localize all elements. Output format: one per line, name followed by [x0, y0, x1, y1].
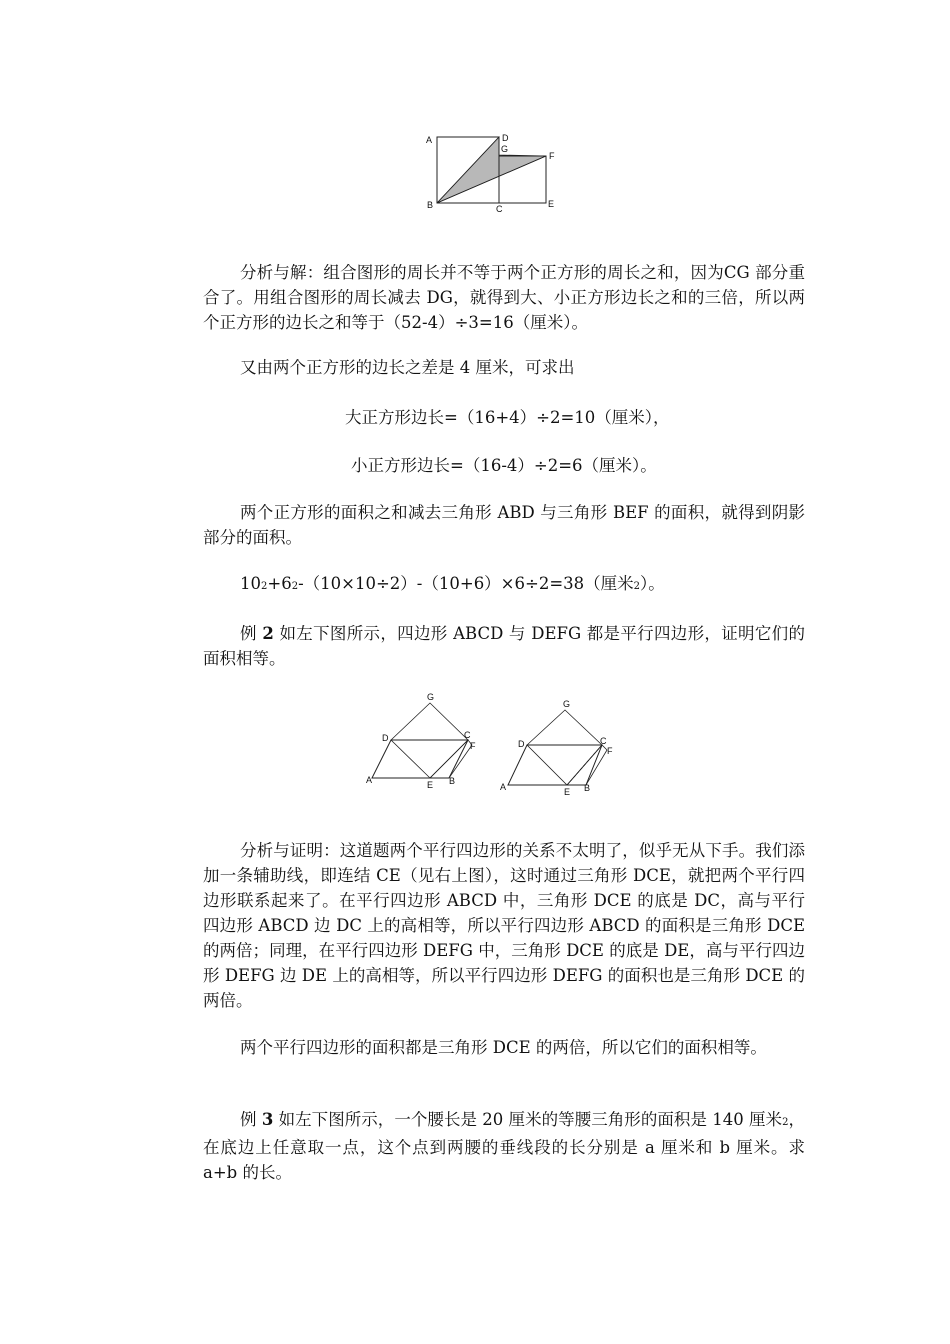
svg-text:C: C: [600, 736, 607, 746]
small-square-side-equation: 小正方形边长=（16-4）÷2=6（厘米）。: [351, 456, 657, 475]
area-formula: 102+62-（10×10÷2）-（10+6）×6÷2=38（厘米2）。: [240, 574, 665, 593]
shaded-area-paragraph: 两个正方形的面积之和减去三角形 ABD 与三角形 BEF 的面积，就得到阴影部分的面积。: [203, 503, 805, 547]
svg-text:E: E: [564, 787, 571, 797]
large-square-side-equation: 大正方形边长=（16+4）÷2=10（厘米），: [345, 408, 670, 427]
example-3: 例 3 如左下图所示，一个腰长是 20 厘米的等腰三角形的面积是 140 厘米2，在底边上任意取一点，这个点到两腰的垂线段的长分别是 a 厘米和 b 厘米。求 a+b 的长。: [203, 1110, 806, 1182]
label-G: G: [501, 144, 509, 154]
svg-text:B: B: [449, 776, 456, 786]
label-F: F: [549, 151, 555, 161]
example-2: 例 2 如左下图所示，四边形 ABCD 与 DEFG 都是平行四边形，证明它们的面积相等。: [203, 624, 806, 668]
figure-parallelograms: [360, 690, 620, 800]
conclusion-paragraph: 两个平行四边形的面积都是三角形 DCE 的两倍，所以它们的面积相等。: [240, 1038, 767, 1057]
right-parallelogram-figure: [500, 699, 613, 797]
figure-two-squares: [420, 128, 560, 218]
shaded-region: [437, 137, 546, 203]
svg-text:C: C: [464, 730, 471, 740]
difference-paragraph: 又由两个正方形的边长之差是 4 厘米，可求出: [240, 358, 575, 377]
svg-text:A: A: [366, 775, 373, 785]
label-A: A: [426, 135, 433, 145]
svg-text:G: G: [427, 692, 435, 702]
label-D: D: [502, 133, 509, 143]
svg-text:E: E: [427, 780, 434, 790]
svg-text:B: B: [584, 783, 591, 793]
label-E: E: [548, 199, 555, 209]
left-parallelogram-figure: [366, 692, 476, 790]
svg-text:D: D: [518, 739, 525, 749]
label-B: B: [427, 200, 434, 210]
svg-text:A: A: [500, 782, 507, 792]
analysis-paragraph: 分析与解：组合图形的周长并不等于两个正方形的周长之和，因为CG 部分重合了。用组合图形的周长减去 DG，就得到大、小正方形边长之和的三倍，所以两个正方形的边长之和等于（52-4）÷3=16（厘米）。: [203, 263, 805, 332]
label-C: C: [496, 204, 503, 214]
svg-text:G: G: [563, 699, 571, 709]
proof-paragraph: 分析与证明：这道题两个平行四边形的关系不太明了，似乎无从下手。我们添加一条辅助线，即连结 CE（见右上图），这时通过三角形 DCE，就把两个平行四边形联系起来了。在平行四边形 ABCD 中，三角形 DCE 的底是 DC，高与平行四边形 ABCD 边 DC 上的高相等，所以平行四边形 ABCD 的面积是三角形 DCE 的两倍；同理，在平行四边形 DEFG 中，三角形 DCE 的底是 DE，高与平行四边形 DEFG 边 DE 上的高相等，所以平行四边形 DEFG 的面积也是三角形 DCE 的两倍。: [203, 841, 805, 1010]
svg-text:F: F: [470, 741, 476, 751]
svg-text:F: F: [607, 746, 613, 756]
svg-text:D: D: [382, 733, 389, 743]
